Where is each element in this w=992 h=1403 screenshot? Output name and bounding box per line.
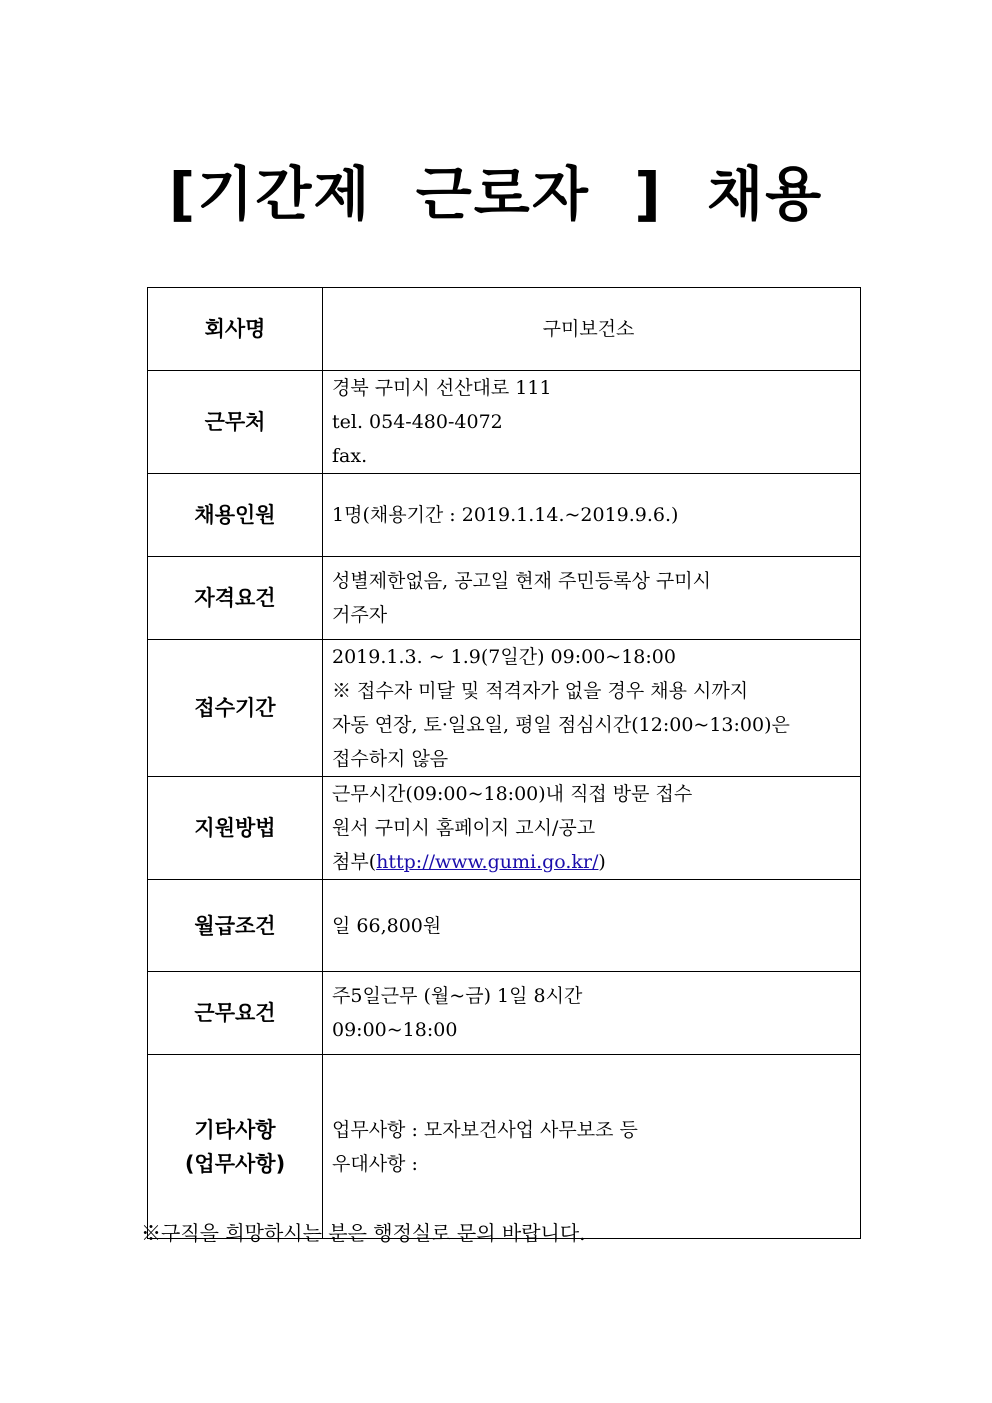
other-label-line: 기타사항 <box>194 1117 276 1142</box>
period-line: ※ 접수자 미달 및 적격자가 없을 경우 채용 시까지 <box>332 680 749 702</box>
qualification-line: 성별제한없음, 공고일 현재 주민등록상 구미시 <box>332 570 711 592</box>
page-title: [기간제 근로자 ] 채용 <box>168 160 824 228</box>
method-link-suffix: ) <box>598 851 606 873</box>
value-salary: 일 66,800원 <box>323 880 861 972</box>
value-method <box>323 777 861 880</box>
value-period <box>323 640 861 777</box>
value-conditions <box>323 972 861 1055</box>
table-row <box>148 1055 861 1239</box>
value-other <box>323 1055 861 1239</box>
table-row <box>148 474 861 557</box>
job-info-table <box>147 287 861 1239</box>
label-other <box>148 1055 323 1239</box>
value-company: 구미보건소 <box>323 288 861 371</box>
value-qualification <box>323 557 861 640</box>
table-row <box>148 972 861 1055</box>
label-method: 지원방법 <box>148 777 323 880</box>
table-row <box>148 880 861 972</box>
workplace-tel: tel. 054-480-4072 <box>332 411 503 433</box>
method-link-prefix: 첨부( <box>332 851 377 873</box>
label-period: 접수기간 <box>148 640 323 777</box>
qualification-line: 거주자 <box>332 604 388 626</box>
table-row <box>148 777 861 880</box>
table-row <box>148 557 861 640</box>
conditions-line: 주5일근무 (월~금) 1일 8시간 <box>332 985 583 1007</box>
other-label-line: (업무사항) <box>184 1151 286 1176</box>
label-conditions: 근무요건 <box>148 972 323 1055</box>
workplace-fax: fax. <box>332 445 368 467</box>
method-line: 근무시간(09:00~18:00)내 직접 방문 접수 <box>332 783 693 805</box>
table-row <box>148 371 861 474</box>
other-line: 업무사항 : 모자보건사업 사무보조 등 <box>332 1118 638 1141</box>
period-line: 접수하지 않음 <box>332 748 449 770</box>
label-company: 회사명 <box>148 288 323 371</box>
label-workplace: 근무처 <box>148 371 323 474</box>
label-qualification: 자격요건 <box>148 557 323 640</box>
method-line: 원서 구미시 홈페이지 고시/공고 <box>332 817 596 839</box>
footnote: ※구직을 희망하시는 분은 행정실로 문의 바랍니다. <box>141 1221 586 1245</box>
label-headcount: 채용인원 <box>148 474 323 557</box>
value-workplace <box>323 371 861 474</box>
conditions-line: 09:00~18:00 <box>332 1019 458 1041</box>
value-headcount: 1명(채용기간 : 2019.1.14.~2019.9.6.) <box>323 474 861 557</box>
other-line: 우대사항 : <box>332 1152 418 1175</box>
table-row <box>148 640 861 777</box>
homepage-link[interactable]: http://www.gumi.go.kr/ <box>376 851 599 873</box>
period-line: 자동 연장, 토·일요일, 평일 점심시간(12:00~13:00)은 <box>332 714 790 736</box>
period-line: 2019.1.3. ~ 1.9(7일간) 09:00~18:00 <box>332 646 676 668</box>
workplace-address: 경북 구미시 선산대로 111 <box>332 377 552 399</box>
label-salary: 월급조건 <box>148 880 323 972</box>
table-row <box>148 288 861 371</box>
method-line <box>332 845 854 879</box>
